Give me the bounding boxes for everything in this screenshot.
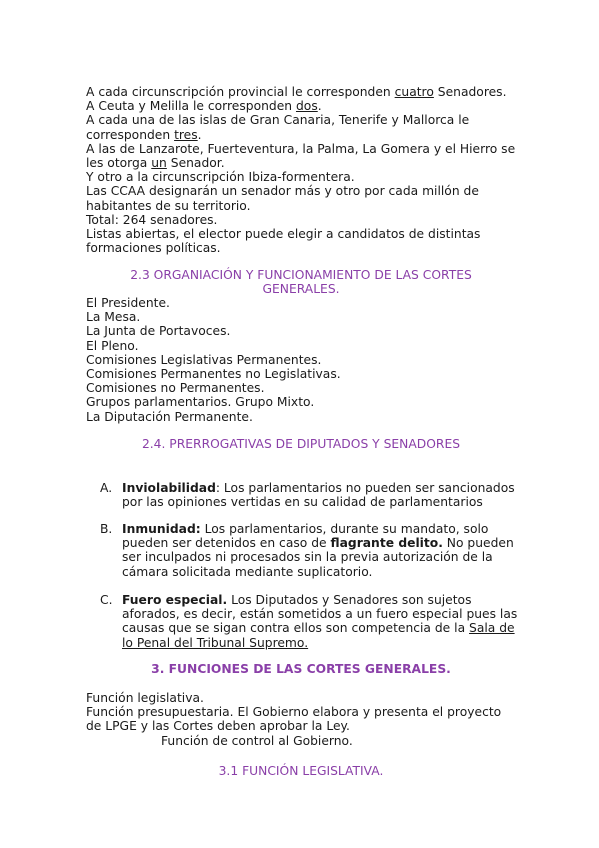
text: Senadores. <box>433 85 507 99</box>
term: Inmunidad: <box>122 522 201 536</box>
text-line: Total: 264 senadores. <box>86 212 218 227</box>
text-line: Y otro a la circunscripción Ibiza-formentera. <box>86 170 355 185</box>
text-line: aforados, es decir, están sometidos a un fuero especial pues las <box>122 607 518 622</box>
list-item: El Pleno. <box>86 338 139 353</box>
term: Fuero especial. <box>122 593 228 607</box>
list-item: La Junta de Portavoces. <box>86 324 231 339</box>
text-line: cámara solicitada mediante suplicatorio. <box>122 564 373 579</box>
text-line <box>86 128 516 142</box>
heading-line: 2.3 ORGANIACIÓN Y FUNCIONAMIENTO DE LAS CORTES <box>130 268 472 282</box>
text-line: formaciones políticas. <box>86 241 221 256</box>
list-item: Comisiones Legislativas Permanentes. <box>86 352 322 367</box>
text: causas que se sigan contra ellos son competencia de la <box>122 621 470 636</box>
list-item: Grupos parlamentarios. Grupo Mixto. <box>86 395 315 410</box>
underlined-text: cuatro <box>394 85 434 99</box>
prerogative-item-b <box>100 522 520 579</box>
underlined-text: Sala de <box>469 621 515 636</box>
text-line <box>122 522 520 536</box>
senate-composition <box>86 85 516 255</box>
text: Los parlamentarios, durante su mandato, solo <box>200 522 489 536</box>
text-line: Las CCAA designarán un senador más y otro por cada millón de <box>86 184 479 199</box>
list-item: Comisiones Permanentes no Legislativas. <box>86 367 341 382</box>
text-line <box>122 636 520 650</box>
text: . <box>317 99 322 114</box>
text-line <box>122 481 520 495</box>
text-line: habitantes de su territorio. <box>86 198 251 213</box>
item-letter: C. <box>100 593 113 607</box>
functions-list <box>86 691 516 748</box>
text-line <box>86 156 516 170</box>
underlined-text: tres <box>174 127 198 142</box>
section-2-4-heading: 2.4. PRERROGATIVAS DE DIPUTADOS Y SENADORES <box>141 437 461 451</box>
list-item: La Mesa. <box>86 310 141 325</box>
text-line: Listas abiertas, el elector puede elegir a candidatos de distintas <box>86 227 481 242</box>
text-line <box>122 536 520 550</box>
text: les otorga <box>86 156 152 171</box>
text-line <box>122 621 520 635</box>
text-line: de LPGE y las Cortes deben aprobar la Ley. <box>86 719 350 734</box>
text-line <box>122 593 520 607</box>
text: pueden ser detenidos en caso de <box>122 536 331 551</box>
heading-line: GENERALES. <box>262 282 340 297</box>
bold-text: flagrante delito. <box>330 536 443 551</box>
item-letter: B. <box>100 522 113 536</box>
prerogative-item-c <box>100 593 520 650</box>
underlined-text: lo Penal del Tribunal Supremo. <box>122 635 309 650</box>
text-line: por las opiniones vertidas en su calidad de parlamentarios <box>122 495 483 510</box>
text-line: A las de Lanzarote, Fuerteventura, la Palma, La Gomera y el Hierro se <box>86 141 516 156</box>
text: Senador. <box>166 156 225 171</box>
term: Inviolabilidad <box>122 481 216 495</box>
list-item: El Presidente. <box>86 296 170 310</box>
text: : Los parlamentarios no pueden ser sancionados <box>215 481 515 495</box>
text-line <box>86 99 516 113</box>
section-3-heading: 3. FUNCIONES DE LAS CORTES GENERALES. <box>151 662 451 676</box>
text: A Ceuta y Melilla le corresponden <box>86 99 296 114</box>
underlined-text: un <box>151 156 167 171</box>
text-line: Función legislativa. <box>86 691 204 705</box>
underlined-text: dos <box>295 99 318 114</box>
text-line <box>86 85 516 99</box>
text-line: Función presupuestaria. El Gobierno elabora y presenta el proyecto <box>86 705 502 720</box>
text: . <box>197 127 202 142</box>
section-3-1-heading: 3.1 FUNCIÓN LEGISLATIVA. <box>218 764 384 778</box>
section-2-3-heading <box>86 268 516 296</box>
prerogative-item-a <box>100 481 520 509</box>
item-letter: A. <box>100 481 113 495</box>
text-line: ser inculpados ni procesados sin la previa autorización de la <box>122 550 493 565</box>
text: No pueden <box>442 536 514 551</box>
organs-list <box>86 296 516 424</box>
text: Los Diputados y Senadores son sujetos <box>227 593 472 607</box>
text: corresponden <box>86 127 175 142</box>
text-line: A cada una de las islas de Gran Canaria, Tenerife y Mallorca le <box>86 113 470 128</box>
list-item: La Diputación Permanente. <box>86 409 253 424</box>
list-item: Comisiones no Permanentes. <box>86 381 265 396</box>
text: A cada circunscripción provincial le corresponden <box>86 85 395 99</box>
text-line: Función de control al Gobierno. <box>161 733 353 748</box>
